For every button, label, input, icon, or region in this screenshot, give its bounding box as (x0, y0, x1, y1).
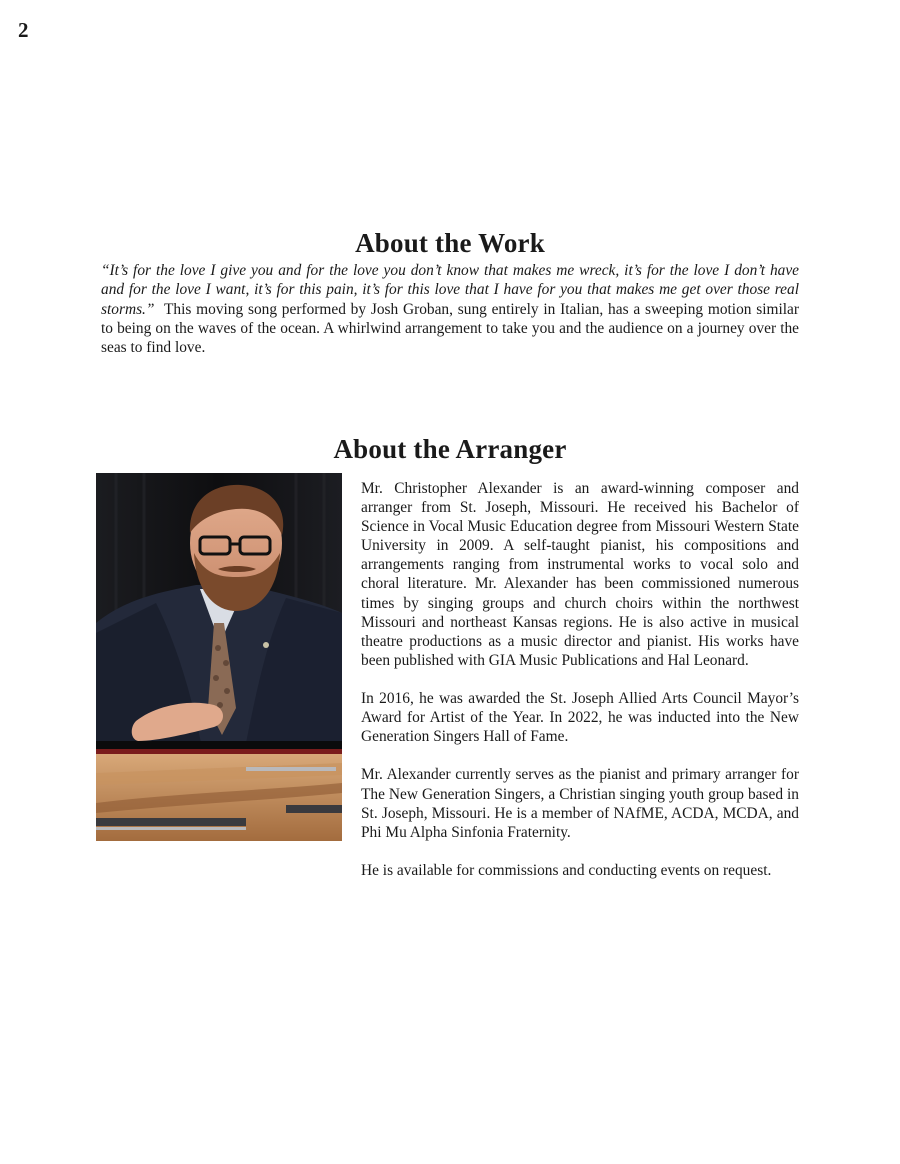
arranger-photo (96, 473, 342, 841)
bio-paragraph: Mr. Christopher Alexander is an award-winning composer and arranger from St. Joseph, Missouri. He received his Bachelor of Science in Vocal Music Education degree from Missouri Western State University in 2009. A self-taught pianist, his compositions and arrangements ranging from instrumental works to vocal solo and choral literature. Mr. Alexander has been commissioned numerous times by singing groups and church choirs within the northwest Missouri and northeast Kansas regions. He is also active in musical theatre productions as a music director and pianist. His works have been published with GIA Music Publications and Hal Leonard. (361, 480, 799, 669)
work-quote: “It’s for the love I give you and for the love you don’t know that makes me wreck, it’s for the love I don’t have and for the love I want, it’s for this pain, it’s for this love that I have for you that makes me get over those real storms.” (101, 262, 799, 318)
about-work-heading: About the Work (355, 228, 545, 258)
bio-paragraph: In 2016, he was awarded the St. Joseph Allied Arts Council Mayor’s Award for Artist of the Year. In 2022, he was inducted into the New Generation Singers Hall of Fame. (361, 690, 799, 746)
bio-paragraph: Mr. Alexander currently serves as the pianist and primary arranger for The New Generation Singers, a Christian singing youth group based in St. Joseph, Missouri. He is a member of NAfME, ACDA, MCDA, and Phi Mu Alpha Sinfonia Fraternity. (361, 766, 799, 841)
arranger-portrait-image (96, 473, 342, 841)
bio-paragraph: He is available for commissions and conducting events on request. (361, 861, 772, 879)
about-work-text (101, 261, 799, 357)
arranger-bio (361, 479, 799, 899)
about-arranger-heading: About the Arranger (333, 434, 567, 464)
page-number: 2 (18, 18, 29, 42)
work-description: This moving song performed by Josh Groban, sung entirely in Italian, has a sweeping motion similar to being on the waves of the ocean. A whirlwind arrangement to take you and the audience on a journey over the seas to find love. (101, 300, 799, 357)
